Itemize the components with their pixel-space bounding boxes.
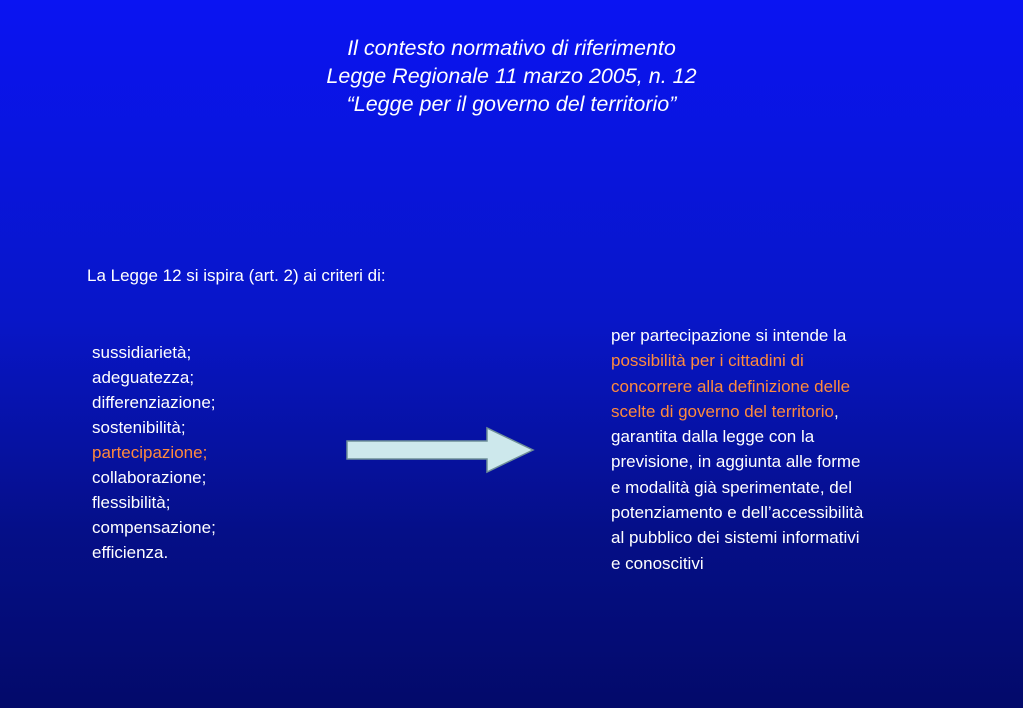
definition-line: previsione, in aggiunta alle forme xyxy=(611,452,861,472)
definition-text xyxy=(611,323,941,576)
criteria-list xyxy=(92,340,216,565)
definition-line: al pubblico dei sistemi informativi xyxy=(611,528,860,548)
criteria-item: differenziazione; xyxy=(92,393,216,412)
criteria-item: compensazione; xyxy=(92,518,216,537)
criteria-item: efficienza. xyxy=(92,543,169,562)
definition-line: potenziamento e dell’accessibilità xyxy=(611,503,864,523)
right-arrow-icon xyxy=(345,426,535,474)
definition-line xyxy=(611,399,941,424)
criteria-item: sussidiarietà; xyxy=(92,343,192,362)
criteria-item-highlighted: partecipazione; xyxy=(92,443,208,462)
criteria-item: collaborazione; xyxy=(92,468,207,487)
definition-highlight-line: possibilità per i cittadini di xyxy=(611,351,804,371)
title-line-3: “Legge per il governo del territorio” xyxy=(346,92,677,116)
definition-line: per partecipazione si intende la xyxy=(611,326,847,345)
title-line-1: Il contesto normativo di riferimento xyxy=(347,36,676,60)
intro-text: La Legge 12 si ispira (art. 2) ai criteri di: xyxy=(87,266,386,285)
definition-line: e modalità già sperimentate, del xyxy=(611,477,852,497)
title-line-2: Legge Regionale 11 marzo 2005, n. 12 xyxy=(326,64,697,88)
definition-highlight-line: concorrere alla definizione delle xyxy=(611,376,851,396)
definition-highlight-span: scelte di governo del territorio xyxy=(611,401,835,421)
criteria-item: sostenibilità; xyxy=(92,418,186,437)
definition-line: e conoscitivi xyxy=(611,553,704,573)
criteria-item: flessibilità; xyxy=(92,493,171,512)
definition-comma: , xyxy=(834,401,839,421)
definition-line: garantita dalla legge con la xyxy=(611,427,815,447)
slide-title xyxy=(0,34,1023,118)
criteria-item: adeguatezza; xyxy=(92,368,195,387)
